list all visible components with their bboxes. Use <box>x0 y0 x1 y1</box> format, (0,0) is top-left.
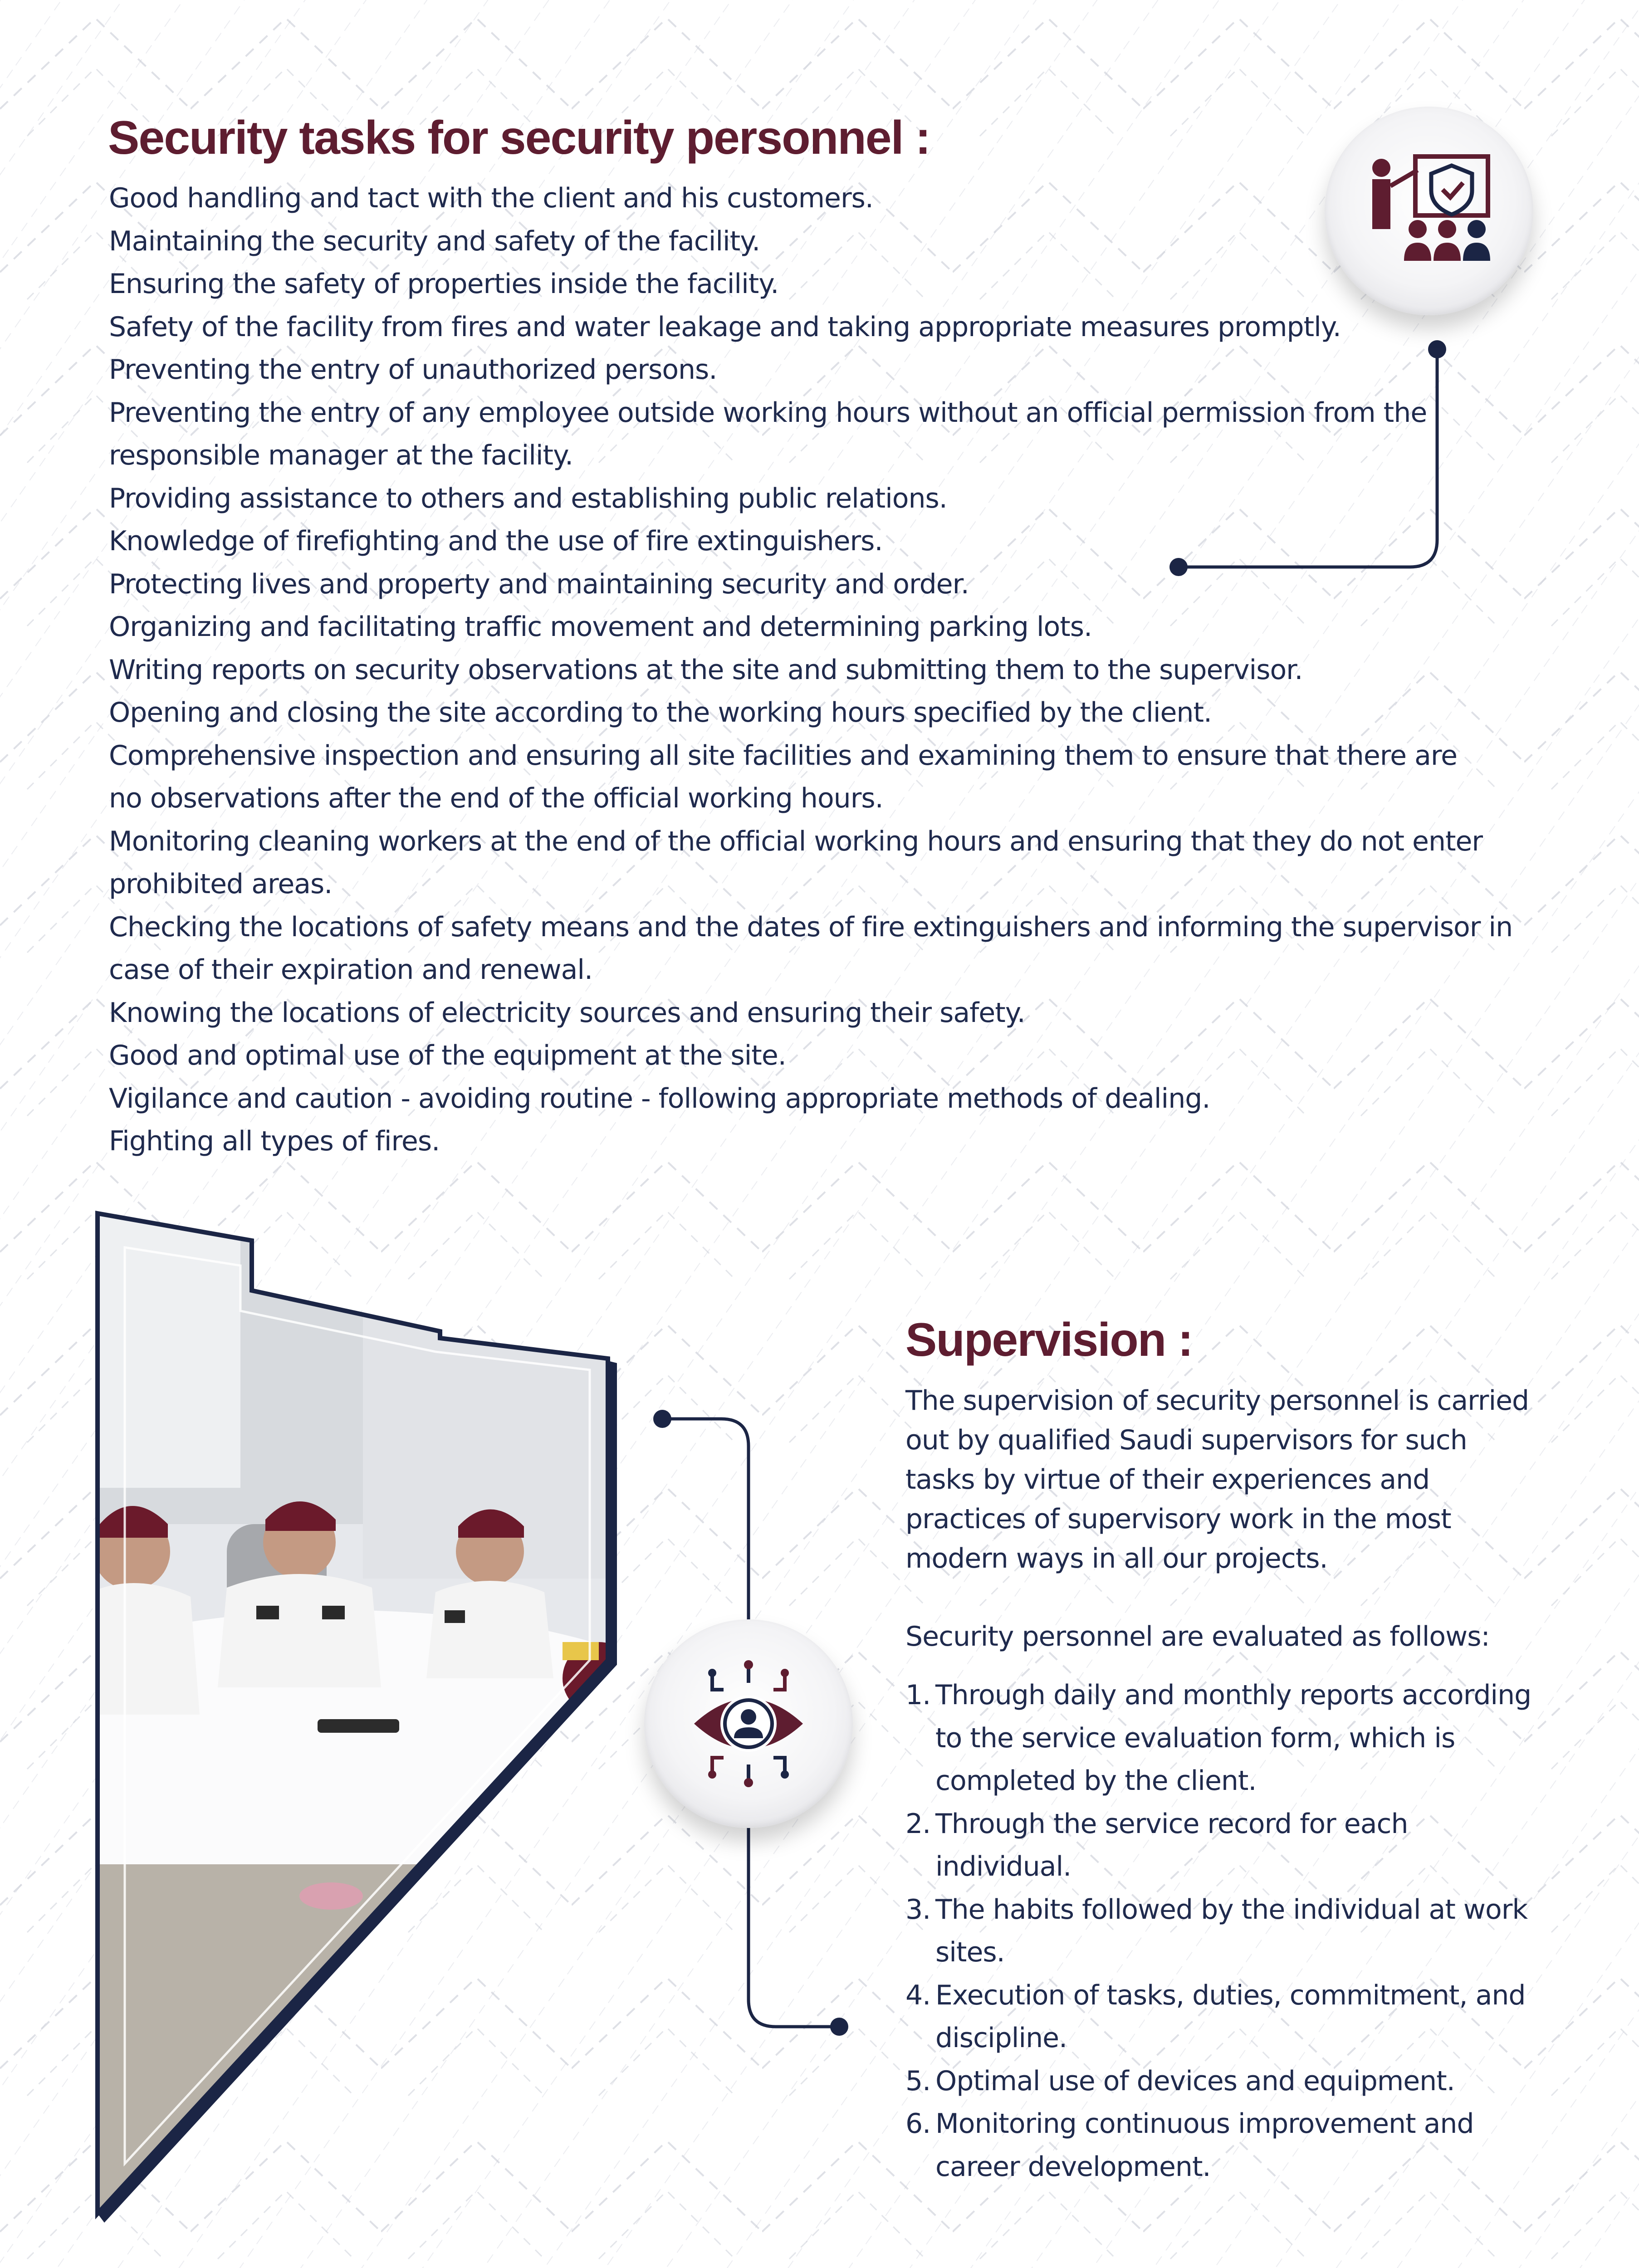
item-text: Optimal use of devices and equipment. <box>935 2065 1455 2097</box>
item-number: 3. <box>905 1893 931 1926</box>
list-item: Comprehensive inspection and ensuring all site facilities and examining them to ensure that there are no observations after the end of the official working hours. <box>109 739 1458 814</box>
list-item: Checking the locations of safety means and the dates of fire extinguishers and informing the supervisor in case of their expiration and renewal. <box>109 911 1513 986</box>
list-item: Safety of the facility from fires and water leakage and taking appropriate measures promptly. <box>109 311 1341 343</box>
security-tasks-title: Security tasks for security personnel : <box>108 112 930 164</box>
item-text: Through the service record for each individual. <box>935 1808 1408 1882</box>
item-text: The habits followed by the individual at work sites. <box>935 1893 1528 1968</box>
item-number: 6. <box>905 2108 931 2140</box>
supervision-paragraph: The supervision of security personnel is carried out by qualified Saudi supervisors for such tasks by virtue of their experiences and practices of supervisory work in the most modern ways in all our projects. <box>905 1385 1529 1574</box>
list-item: Maintaining the security and safety of the facility. <box>109 225 760 257</box>
list-item <box>905 1888 1536 1974</box>
item-number: 5. <box>905 2065 931 2097</box>
list-item: Knowledge of firefighting and the use of fire extinguishers. <box>109 525 883 557</box>
presentation-circle <box>1325 107 1533 315</box>
list-item: Writing reports on security observations at the site and submitting them to the supervisor. <box>109 654 1303 686</box>
list-item: Protecting lives and property and maintaining security and order. <box>109 568 969 600</box>
list-item: Preventing the entry of unauthorized persons. <box>109 354 717 386</box>
list-item <box>905 1803 1536 1888</box>
eye-person-icon <box>680 1656 817 1792</box>
list-item: Preventing the entry of any employee outside working hours without an official permission from the responsible manager at the facility. <box>109 396 1427 471</box>
item-number: 2. <box>905 1808 931 1840</box>
meeting-photo <box>91 1207 617 2223</box>
list-item <box>905 1674 1536 1803</box>
list-item: Vigilance and caution - avoiding routine - following appropriate methods of dealing. <box>109 1082 1210 1114</box>
item-number: 4. <box>905 1979 931 2011</box>
evaluation-intro: Security personnel are evaluated as follows: <box>905 1621 1490 1652</box>
list-item: Opening and closing the site according to the working hours specified by the client. <box>109 697 1212 728</box>
list-item: Good and optimal use of the equipment at the site. <box>109 1040 786 1071</box>
item-text: Execution of tasks, duties, commitment, and discipline. <box>935 1979 1526 2054</box>
presentation-shield-icon <box>1361 143 1497 279</box>
item-text: Monitoring continuous improvement and career development. <box>935 2108 1474 2183</box>
list-item: Fighting all types of fires. <box>109 1125 440 1157</box>
list-item: Providing assistance to others and establishing public relations. <box>109 482 947 514</box>
supervision-title: Supervision : <box>905 1314 1193 1366</box>
item-number: 1. <box>905 1679 931 1711</box>
list-item <box>905 2060 1536 2103</box>
list-item: Knowing the locations of electricity sources and ensuring their safety. <box>109 997 1025 1029</box>
list-item <box>905 2102 1536 2188</box>
list-item: Ensuring the safety of properties inside the facility. <box>109 268 779 300</box>
list-item <box>905 1974 1536 2060</box>
list-item: Monitoring cleaning workers at the end of the official working hours and ensuring that they do not enter prohibited areas. <box>109 825 1483 900</box>
item-text: Through daily and monthly reports according to the service evaluation form, which is completed by the client. <box>935 1679 1531 1797</box>
eye-circle <box>644 1619 853 1828</box>
list-item: Organizing and facilitating traffic movement and determining parking lots. <box>109 611 1092 643</box>
evaluation-list <box>905 1674 1536 2188</box>
list-item: Good handling and tact with the client and his customers. <box>109 182 873 214</box>
security-tasks-list <box>109 177 1542 1163</box>
